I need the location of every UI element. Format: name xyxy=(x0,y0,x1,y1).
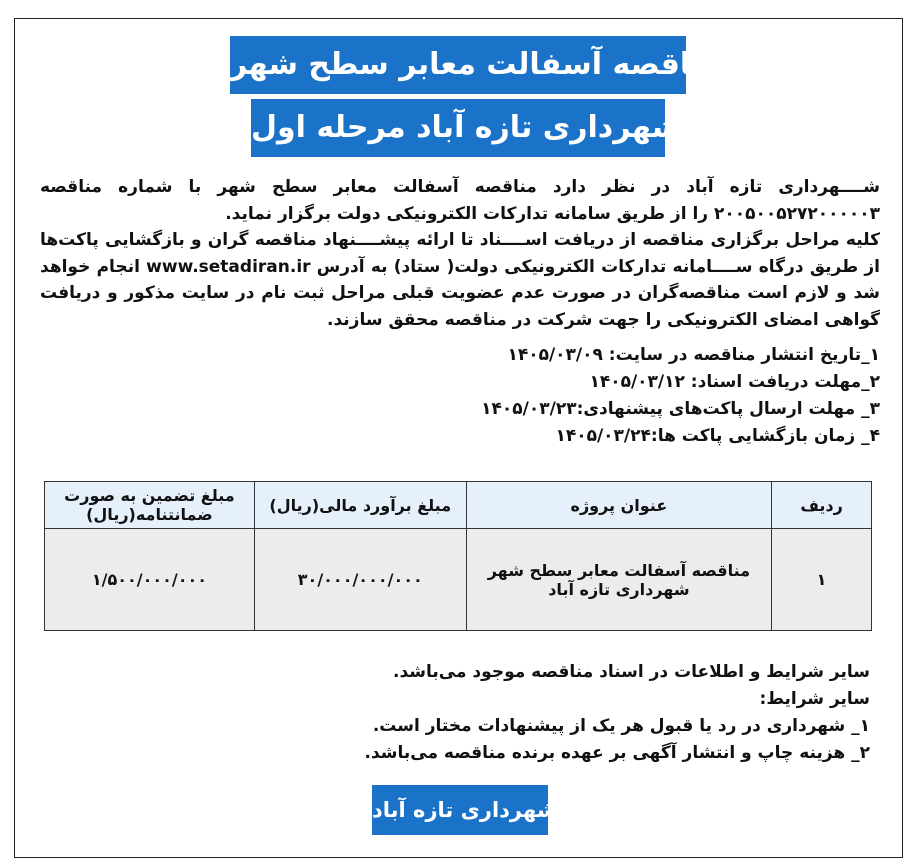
other-conditions xyxy=(40,659,870,767)
notice-body xyxy=(40,174,880,333)
table-header-row xyxy=(45,482,872,529)
issuer-signature: شهرداری تازه آباد xyxy=(372,785,548,835)
table-row xyxy=(45,529,872,631)
header-estimated-amount: مبلغ برآورد مالی(ریال) xyxy=(254,482,466,529)
date-item-submission-deadline: ۳_ مهلت ارسال پاکت‌های پیشنهادی:۱۴۰۵/۰۳/۲۳ xyxy=(481,399,880,419)
cell-estimated-amount: ۳۰/۰۰۰/۰۰۰/۰۰۰ xyxy=(254,529,466,631)
tender-table xyxy=(44,481,872,631)
date-item-opening: ۴_ زمان بازگشایی پاکت ها:۱۴۰۵/۰۳/۲۴ xyxy=(555,426,880,446)
header-guarantee-amount: مبلغ تضمین به صورت ضمانتنامه(ریال) xyxy=(45,482,255,529)
conditions-heading: سایر شرایط: xyxy=(759,689,870,709)
dates-list xyxy=(40,342,880,450)
date-item-publish: ۱_تاریخ انتشار مناقصه در سایت: ۱۴۰۵/۰۳/۰۹ xyxy=(507,345,880,365)
notice-title-line1: مناقصه آسفالت معابر سطح شهر xyxy=(230,36,686,94)
header-project-title: عنوان پروژه xyxy=(466,482,771,529)
conditions-note: سایر شرایط و اطلاعات در اسناد مناقصه موجود می‌باشد. xyxy=(393,662,870,682)
date-item-documents-deadline: ۲_مهلت دریافت اسناد: ۱۴۰۵/۰۳/۱۲ xyxy=(589,372,880,392)
header-row-number: ردیف xyxy=(772,482,872,529)
notice-title-line2: شهرداری تازه آباد مرحله اول xyxy=(251,99,665,157)
cell-guarantee-amount: ۱/۵۰۰/۰۰۰/۰۰۰ xyxy=(45,529,255,631)
body-paragraph-1: شــــهرداری تازه آباد در نظر دارد مناقصه آسفالت معابر سطح شهر با شماره مناقصه ۲۰۰۵۰۰۵۲۷۲۰۰۰۰۰۳ را از طریق سامانه تدارکات الکترونیکی دولت برگزار نماید. xyxy=(40,177,880,224)
condition-item-1: ۱_ شهرداری در رد یا قبول هر یک از پیشنهادات مختار است. xyxy=(372,716,870,736)
body-paragraph-2: کلیه مراحل برگزاری مناقصه از دریافت اســــناد تا ارائه پیشــــنهاد مناقصه گران و بازگشایی پاکت‌ها از طریق درگاه ســــامانه تدارکات الکترونیکی دولت( ستاد) به آدرس www.setadiran.ir انجام خواهد شد و لازم است مناقصه‌گران در صورت عدم عضویت قبلی مراحل ثبت نام در سایت مذکور و دریافت گواهی امضای الکترونیکی را جهت شرکت در مناقصه محقق سازند. xyxy=(40,230,880,330)
cell-project-title: مناقصه آسفالت معابر سطح شهر شهرداری تازه آباد xyxy=(466,529,771,631)
cell-row-number: ۱ xyxy=(772,529,872,631)
condition-item-2: ۲_ هزینه چاپ و انتشار آگهی بر عهده برنده مناقصه می‌باشد. xyxy=(364,743,870,763)
